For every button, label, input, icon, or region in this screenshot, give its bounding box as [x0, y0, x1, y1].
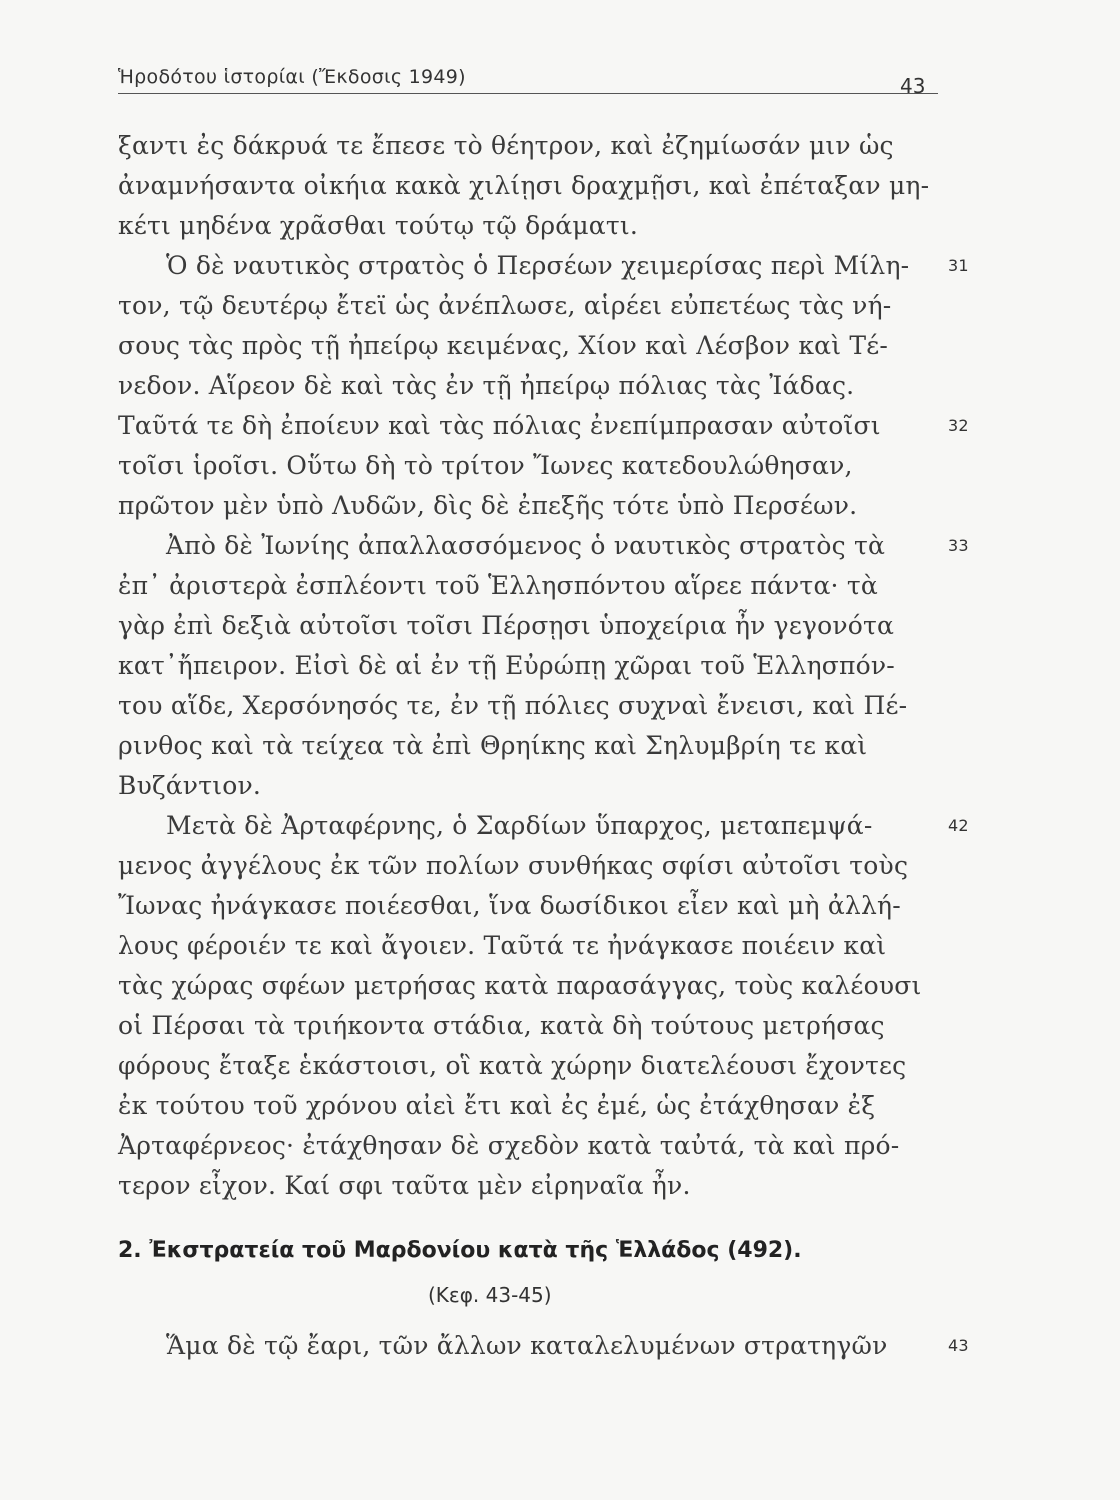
header-rule	[118, 93, 938, 94]
text-line: του αἵδε, Χερσόνησός τε, ἐν τῇ πόλιες συχναὶ ἔνεισι, καὶ Πέ-	[118, 691, 908, 720]
text-line: πρῶτον μὲν ὑπὸ Λυδῶν, δὶς δὲ ἐπεξῆς τότε ὑπὸ Περσέων.	[118, 491, 858, 520]
page-number: 43	[900, 74, 926, 98]
text-line: ἐκ τούτου τοῦ χρόνου αἰεὶ ἔτι καὶ ἐς ἐμέ, ὡς ἐτάχθησαν ἐξ	[118, 1091, 876, 1120]
text-line: ἀναμνήσαντα οἰκήια κακὰ χιλίῃσι δραχμῇσι, καὶ ἐπέταξαν μη-	[118, 171, 930, 200]
text-line: Ἀπὸ δὲ Ἰωνίης ἀπαλλασσόμενος ὁ ναυτικὸς στρατὸς τὰ 33	[118, 526, 940, 566]
chapter-margin-number: 33	[948, 536, 969, 555]
running-header	[118, 66, 938, 94]
text-line: τοῖσι ἱροῖσι. Οὕτω δὴ τὸ τρίτον Ἴωνες κατεδουλώθησαν,	[118, 451, 853, 480]
text-line: ρινθος καὶ τὰ τείχεα τὰ ἐπὶ Θρηίκης καὶ Σηλυμβρίη τε καὶ	[118, 731, 868, 760]
text-line: Ὁ δὲ ναυτικὸς στρατὸς ὁ Περσέων χειμερίσας περὶ Μίλη- 31	[118, 246, 940, 286]
chapter-margin-number: 43	[948, 1336, 969, 1355]
text-line: Ἅμα δὲ τῷ ἔαρι, τῶν ἄλλων καταλελυμένων στρατηγῶν 43	[118, 1326, 940, 1366]
chapter-margin-number: 31	[948, 256, 969, 275]
text-line: κατ᾿ἤπειρον. Εἰσὶ δὲ αἱ ἐν τῇ Εὐρώπῃ χῶραι τοῦ Ἑλλησπόν-	[118, 651, 895, 680]
text-line: οἱ Πέρσαι τὰ τριήκοντα στάδια, κατὰ δὴ τούτους μετρήσας	[118, 1011, 885, 1040]
header-title: Ἡροδότου ἱστορίαι (Ἔκδοσις 1949)	[118, 66, 466, 88]
text-line: ἐπ᾿ ἀριστερὰ ἐσπλέοντι τοῦ Ἑλλησπόντου αἵρεε πάντα· τὰ	[118, 571, 878, 600]
paragraph	[118, 246, 969, 526]
text-line: λους φέροιέν τε καὶ ἄγοιεν. Ταῦτά τε ἠνάγκασε ποιέειν καὶ	[118, 931, 887, 960]
text-line: μενος ἀγγέλους ἐκ τῶν πολίων συνθήκας σφίσι αὐτοῖσι τοὺς	[118, 851, 909, 880]
text-line: τὰς χώρας σφέων μετρήσας κατὰ παρασάγγας, τοὺς καλέουσι	[118, 971, 922, 1000]
final-paragraph	[118, 1326, 969, 1366]
text-line: κέτι μηδένα χρᾶσθαι τούτῳ τῷ δράματι.	[118, 211, 639, 240]
text-line: σους τὰς πρὸς τῇ ἠπείρῳ κειμένας, Χίον καὶ Λέσβον καὶ Τέ-	[118, 331, 889, 360]
text-line: φόρους ἔταξε ἑκάστοισι, οἳ κατὰ χώρην διατελέουσι ἔχοντες	[118, 1051, 907, 1080]
text-line: γὰρ ἐπὶ δεξιὰ αὐτοῖσι τοῖσι Πέρσῃσι ὑποχείρια ἦν γεγονότα	[118, 611, 895, 640]
chapter-reference: (Κεφ. 43-45)	[428, 1283, 552, 1307]
paragraph	[118, 806, 969, 1206]
text-line: Ταῦτά τε δὴ ἐποίευν καὶ τὰς πόλιας ἐνεπίμπρασαν αὐτοῖσι 32	[118, 406, 940, 446]
text-line: Βυζάντιον.	[118, 771, 262, 800]
chapter-margin-number: 42	[948, 816, 969, 835]
text-line: Ἀρταφέρνεος· ἐτάχθησαν δὲ σχεδὸν κατὰ ταὐτά, τὰ καὶ πρό-	[118, 1131, 900, 1160]
paragraph	[118, 526, 969, 806]
text-line: τον, τῷ δευτέρῳ ἔτεϊ ὡς ἀνέπλωσε, αἱρέει εὐπετέως τὰς νή-	[118, 291, 892, 320]
text-line: ξαντι ἐς δάκρυά τε ἔπεσε τὸ θέητρον, καὶ ἐζημίωσάν μιν ὡς	[118, 131, 894, 160]
text-line: Ἴωνας ἠνάγκασε ποιέεσθαι, ἵνα δωσίδικοι εἶεν καὶ μὴ ἀλλή-	[118, 891, 901, 920]
text-line: νεδον. Αἵρεον δὲ καὶ τὰς ἐν τῇ ἠπείρῳ πόλιας τὰς Ἰάδας.	[118, 371, 855, 400]
text-line: Μετὰ δὲ Ἀρταφέρνης, ὁ Σαρδίων ὕπαρχος, μεταπεμψά- 42	[118, 806, 940, 846]
text-line: τερον εἶχον. Καί σφι ταῦτα μὲν εἰρηναῖα ἦν.	[118, 1171, 691, 1200]
section-heading: 2. Ἐκστρατεία τοῦ Μαρδονίου κατὰ τῆς Ἑλλάδος (492).	[118, 1238, 802, 1263]
body-text	[118, 126, 969, 1206]
paragraph	[118, 126, 940, 246]
chapter-margin-number: 32	[948, 416, 969, 435]
